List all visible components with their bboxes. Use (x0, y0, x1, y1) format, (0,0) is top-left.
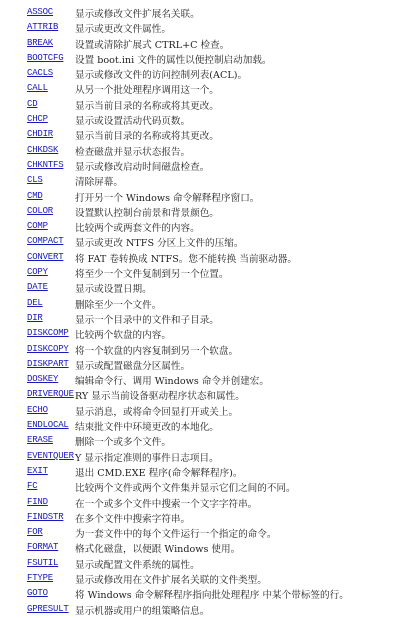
command-link[interactable]: FINDSTR (27, 511, 64, 522)
command-link[interactable]: DISKCOPY (27, 343, 69, 354)
command-description: 编辑命令行、调用 Windows 命令并创建宏。 (75, 376, 269, 388)
command-link[interactable]: DATE (27, 282, 48, 293)
list-item (0, 434, 400, 449)
list-item (0, 343, 400, 358)
command-link[interactable]: GOTO (27, 588, 48, 599)
command-link[interactable]: FC (27, 481, 38, 492)
command-description: 显示当前目录的名称或将其更改。 (75, 131, 219, 143)
command-description: 在一个或多个文件中搜索一个文字字符串。 (75, 498, 258, 510)
list-item (0, 6, 400, 21)
command-link[interactable]: ASSOC (27, 7, 54, 17)
command-description: 比较两个或两套文件的内容。 (75, 223, 200, 235)
list-item (0, 404, 400, 419)
list-item (0, 144, 400, 159)
list-item (0, 511, 400, 526)
list-item (0, 526, 400, 541)
command-description: 从另一个批处理程序调用这一个。 (75, 85, 219, 97)
command-link[interactable]: DEL (27, 297, 43, 308)
command-link[interactable]: CLS (27, 175, 43, 186)
command-link[interactable]: GPRESULT (27, 603, 69, 614)
list-item (0, 496, 400, 511)
command-description: 显示或修改用在文件扩展名关联的文件类型。 (75, 574, 267, 586)
command-description: RY 显示当前设备驱动程序状态和属性。 (75, 391, 245, 403)
list-item (0, 266, 400, 281)
command-description: 将至少一个文件复制到另一个位置。 (75, 269, 229, 281)
command-description: 设置或清除扩展式 CTRL+C 检查。 (75, 39, 230, 51)
list-item (0, 419, 400, 434)
command-link[interactable]: CHKNTFS (27, 159, 64, 170)
command-description: 显示或修改启动时间磁盘检查。 (75, 161, 210, 173)
command-link[interactable]: FIND (27, 496, 48, 507)
list-item (0, 113, 400, 128)
list-item (0, 21, 400, 36)
list-item (0, 541, 400, 556)
list-item (0, 174, 400, 189)
command-link[interactable]: DOSKEY (27, 374, 59, 385)
command-description: 显示机器或用户的组策略信息。 (75, 605, 210, 617)
list-item (0, 480, 400, 495)
list-item (0, 190, 400, 205)
list-item (0, 220, 400, 235)
command-link[interactable]: FSUTIL (27, 557, 59, 568)
command-description: 设置默认控制台前景和背景颜色。 (75, 207, 219, 219)
list-item (0, 557, 400, 572)
command-description: 检查磁盘并显示状态报告。 (75, 146, 191, 158)
command-description: 显示消息，或将命令回显打开或关上。 (75, 406, 239, 418)
list-item (0, 373, 400, 388)
command-link[interactable]: FOR (27, 527, 43, 538)
list-item (0, 603, 400, 618)
list-item (0, 82, 400, 97)
command-link[interactable]: CHDIR (27, 129, 54, 140)
list-item (0, 327, 400, 342)
list-item (0, 358, 400, 373)
command-description: 清除屏幕。 (75, 177, 123, 189)
command-link[interactable]: CALL (27, 83, 48, 94)
command-link[interactable]: COMPACT (27, 236, 64, 247)
command-link[interactable]: BOOTCFG (27, 52, 64, 63)
command-description: 显示或修改文件扩展名关联。 (75, 9, 200, 20)
command-description: 显示或设置活动代码页数。 (75, 116, 191, 128)
command-link[interactable]: CHCP (27, 114, 48, 125)
command-link[interactable]: CD (27, 98, 38, 109)
command-link[interactable]: CACLS (27, 68, 54, 79)
command-link[interactable]: CHKDSK (27, 144, 59, 155)
command-description: 显示或更改 NTFS 分区上文件的压缩。 (75, 238, 244, 250)
list-item (0, 128, 400, 143)
list-item (0, 205, 400, 220)
list-item (0, 297, 400, 312)
command-link[interactable]: COMP (27, 221, 48, 232)
list-item (0, 450, 400, 465)
command-description: 显示或配置文件系统的属性。 (75, 559, 200, 571)
command-link[interactable]: FORMAT (27, 542, 59, 553)
command-description: 显示当前目录的名称或将其更改。 (75, 100, 219, 112)
command-description: 将 Windows 命令解释程序指向批处理程序 中某个带标签的行。 (75, 590, 349, 602)
command-description: 为一套文件中的每个文件运行一个指定的命令。 (75, 529, 277, 541)
list-item (0, 587, 400, 602)
command-description: 将 FAT 卷转换成 NTFS。您不能转换 当前驱动器。 (75, 253, 297, 265)
command-link[interactable]: COLOR (27, 205, 54, 216)
command-link[interactable]: FTYPE (27, 572, 54, 583)
list-item (0, 159, 400, 174)
command-description: 将一个软盘的内容复制到另一个软盘。 (75, 345, 239, 357)
command-description: 显示或修改文件的访问控制列表(ACL)。 (75, 70, 248, 82)
command-link[interactable]: ERASE (27, 435, 54, 446)
list-item (0, 235, 400, 250)
command-description: 删除至少一个文件。 (75, 299, 162, 311)
command-description: 比较两个文件或两个文件集并显示它们之间的不同。 (75, 483, 296, 495)
list-item (0, 37, 400, 52)
command-description: 显示或更改文件属性。 (75, 24, 171, 36)
command-link[interactable]: CONVERT (27, 251, 64, 262)
list-item (0, 465, 400, 480)
command-link[interactable]: DISKPART (27, 358, 69, 369)
command-description: 显示一个目录中的文件和子目录。 (75, 314, 219, 326)
list-item (0, 388, 400, 403)
command-link[interactable]: EVENTQUER (27, 450, 74, 461)
command-description: 删除一个或多个文件。 (75, 437, 171, 449)
command-link[interactable]: COPY (27, 267, 48, 278)
command-link[interactable]: EXIT (27, 465, 48, 476)
list-item (0, 67, 400, 82)
command-link[interactable]: DISKCOMP (27, 328, 69, 339)
command-link[interactable]: DIR (27, 312, 43, 323)
command-link[interactable]: DRIVERQUE (27, 389, 74, 400)
command-link[interactable]: ECHO (27, 404, 48, 415)
list-item (0, 52, 400, 67)
command-link[interactable]: CMD (27, 190, 43, 201)
command-description: 显示或配置磁盘分区属性。 (75, 360, 191, 372)
command-description: 退出 CMD.EXE 程序(命令解释程序)。 (75, 467, 243, 479)
command-link[interactable]: ENDLOCAL (27, 420, 69, 431)
list-item (0, 312, 400, 327)
command-description: Y 显示指定准则的事件日志项目。 (75, 452, 219, 464)
command-description: 格式化磁盘，以便跟 Windows 使用。 (75, 544, 241, 556)
command-list (0, 6, 400, 618)
command-description: 比较两个软盘的内容。 (75, 330, 171, 342)
command-link[interactable]: BREAK (27, 37, 54, 48)
command-description: 打开另一个 Windows 命令解释程序窗口。 (75, 192, 260, 204)
list-item (0, 572, 400, 587)
list-item (0, 251, 400, 266)
command-link[interactable]: ATTRIB (27, 22, 59, 33)
command-description: 在多个文件中搜索字符串。 (75, 513, 191, 525)
list-item (0, 98, 400, 113)
command-description: 设置 boot.ini 文件的属性以便控制启动加载。 (75, 54, 272, 66)
command-description: 显示或设置日期。 (75, 284, 152, 296)
command-description: 结束批文件中环境更改的本地化。 (75, 422, 219, 434)
list-item (0, 281, 400, 296)
